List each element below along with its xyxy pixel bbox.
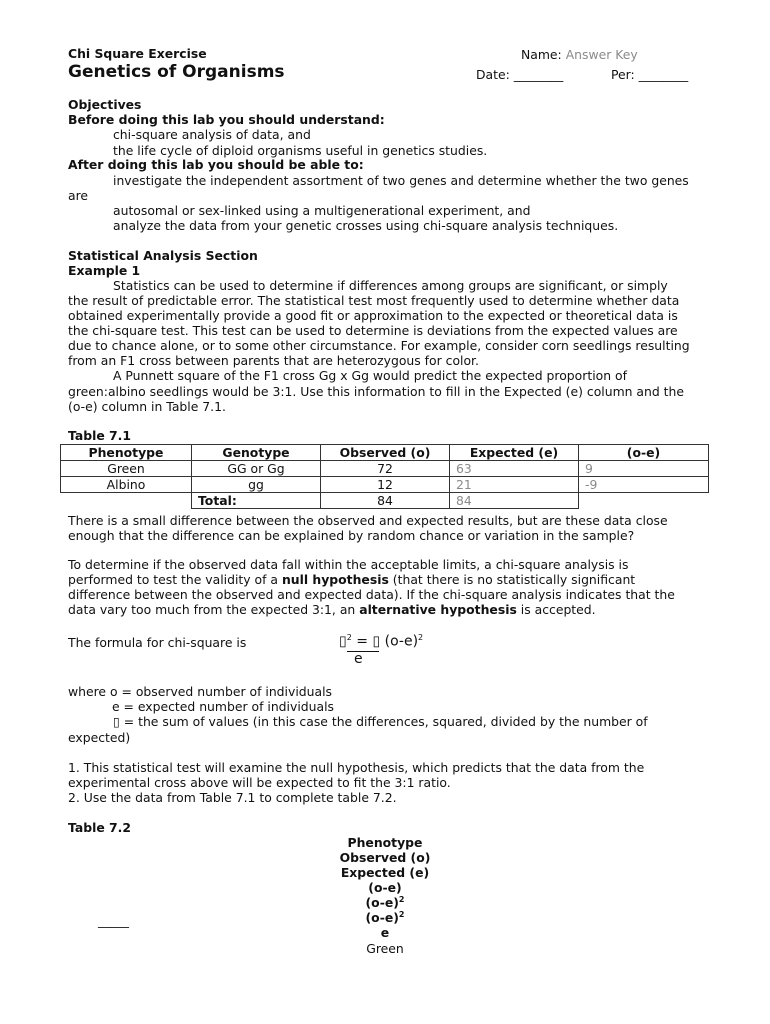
col-header: (o-e) [579,445,709,461]
where-line: expected) [68,730,131,745]
after-item: autosomal or sex-linked using a multigenerational experiment, and [113,203,531,218]
total-expected: 84 [450,493,579,509]
after-item: investigate the independent assortment of two genes and determine whether the two genes [113,173,689,188]
cell-genotype: GG or Gg [192,461,321,477]
t72-label: $(o-e)^2$ [365,910,405,926]
name-field [521,47,638,62]
cell-o-minus-e: 9 [579,461,709,477]
alternative-hypothesis-term: alternative hypothesis [359,602,517,617]
paragraph-line: enough that the difference can be explained by random chance or variation in the sample? [68,528,635,543]
step-line: 2. Use the data from Table 7.1 to complete table 7.2. [68,790,397,805]
col-header: Observed (o) [321,445,450,461]
before-item: chi-square analysis of data, and [113,127,311,142]
col-header: Phenotype [61,445,192,461]
paragraph-line: To determine if the observed data fall within the acceptable limits, a chi-square analysis is [68,557,629,572]
cell-expected: 63 [450,461,579,477]
cell-phenotype: Albino [61,477,192,493]
t72-label: (o-e) [368,880,402,895]
where-line: ▯ = the sum of values (in this case the differences, squared, divided by the number of [113,714,648,729]
fraction-bar [347,651,379,652]
cell-observed: 12 [321,477,450,493]
cell-observed: 72 [321,461,450,477]
name-label: Name: [521,47,562,62]
where-line: e = expected number of individuals [112,699,334,714]
col-header: Expected (e) [450,445,579,461]
formula-intro: The formula for chi-square is [68,635,247,650]
paragraph-line: green:albino seedlings would be 3:1. Use this information to fill in the Expected (e) column and the [68,384,685,399]
t72-label: e [380,925,390,940]
t72-label: Expected (e) [340,865,430,880]
table-row [61,477,709,493]
paragraph-line: difference between the observed and expected data). If the chi-square analysis indicates that the [68,587,675,602]
page-title: Genetics of Organisms [68,62,285,82]
table-total-row [61,493,709,509]
paragraph-line: obtained experimentally provide a good fit or approximation to the expected or theoretical data is [68,308,678,323]
t72-row-green: Green [366,941,404,956]
period-field: Per: ________ [611,67,689,82]
chi-square-formula: ▯$^2$ = ▯ $(o-e)^2$ [339,633,424,650]
paragraph-line: the chi-square test. This test can be used to determine is deviations from the expected values are [68,323,678,338]
table71-caption: Table 7.1 [68,428,131,443]
objectives-heading: Objectives [68,97,142,112]
paragraph-line: due to chance alone, or to some other circumstance. For example, consider corn seedlings resulting [68,338,690,353]
after-heading: After doing this lab you should be able to: [68,157,364,172]
total-label: Total: [192,493,321,509]
name-value: Answer Key [565,47,638,62]
before-item: the life cycle of diploid organisms useful in genetics studies. [113,143,488,158]
cell-expected: 21 [450,477,579,493]
t72-label: $(o-e)^2$ [365,895,405,911]
col-header: Genotype [192,445,321,461]
table-header-row [61,445,709,461]
section-heading: Statistical Analysis Section [68,248,258,263]
paragraph-line: performed to test the validity of a null hypothesis (that there is no statistically significant [68,572,636,587]
paragraph-line: the result of predictable error. The statistical test most frequently used to determine whether data [68,293,680,308]
table-7-1 [60,444,709,509]
paragraph-line: (o-e) column in Table 7.1. [68,399,226,414]
table72-caption: Table 7.2 [68,820,131,835]
paragraph-line: A Punnett square of the F1 cross Gg x Gg would predict the expected proportion of [113,368,627,383]
step-line: 1. This statistical test will examine the null hypothesis, which predicts that the data from the [68,760,645,775]
paragraph-line: from an F1 cross between parents that are heterozygous for color. [68,353,479,368]
null-hypothesis-term: null hypothesis [281,572,389,587]
table-row [61,461,709,477]
date-field: Date: ________ [476,67,564,82]
sigma-glyph: ▯ [372,633,381,650]
sigma-glyph: ▯ [113,714,120,729]
paragraph-line: data vary too much from the expected 3:1, an alternative hypothesis is accepted. [68,602,596,617]
exercise-label: Chi Square Exercise [68,46,207,61]
after-item-cont: are [68,188,89,203]
step-line: experimental cross above will be expected to fit the 3:1 ratio. [68,775,451,790]
t72-label: Observed (o) [339,850,431,865]
formula-denominator: e [354,651,363,667]
example-heading: Example 1 [68,263,141,278]
paragraph-line: There is a small difference between the observed and expected results, but are these data close [68,513,668,528]
total-observed: 84 [321,493,450,509]
chi-glyph: ▯ [339,633,347,650]
t72-label: Phenotype [347,835,423,850]
before-heading: Before doing this lab you should understand: [68,112,385,127]
t72-blank-line: _____ [98,913,129,928]
cell-genotype: gg [192,477,321,493]
after-item: analyze the data from your genetic crosses using chi-square analysis techniques. [113,218,619,233]
paragraph-line: Statistics can be used to determine if differences among groups are significant, or simply [113,278,668,293]
cell-phenotype: Green [61,461,192,477]
where-line: where o = observed number of individuals [68,684,332,699]
cell-o-minus-e: -9 [579,477,709,493]
